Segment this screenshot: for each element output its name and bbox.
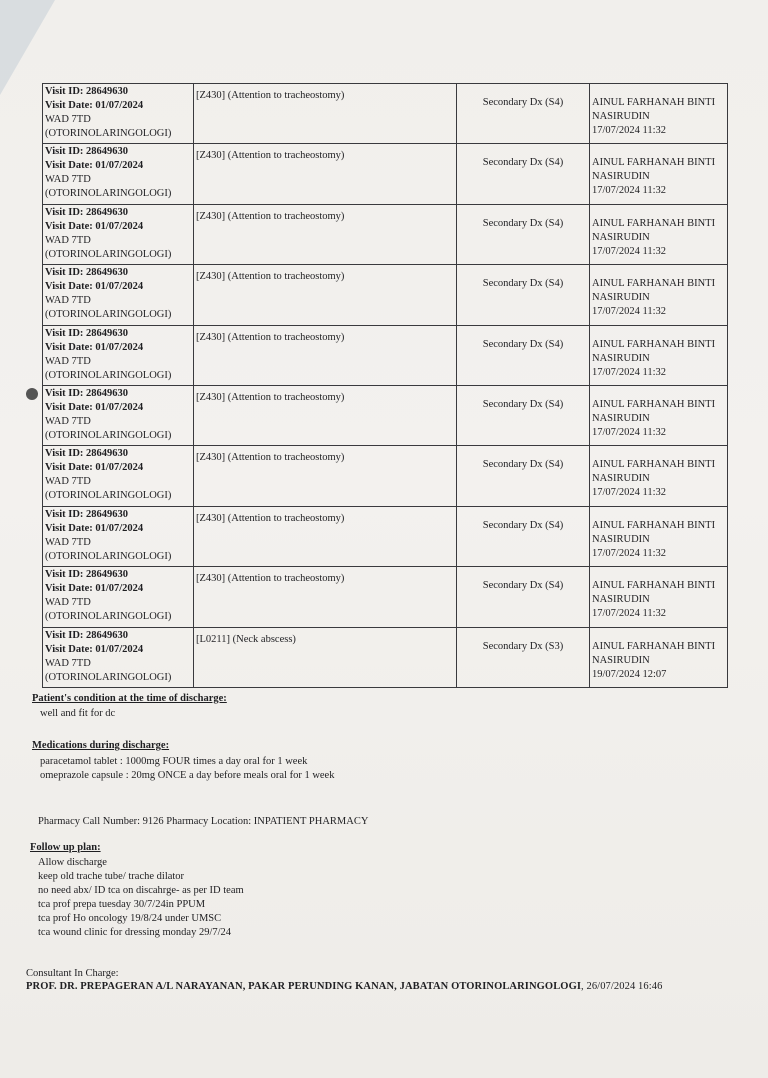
medications-section bbox=[32, 740, 334, 783]
diagnosis-type: Secondary Dx (S4) bbox=[482, 519, 564, 531]
department: (OTORINOLARINGOLOGI) bbox=[45, 248, 172, 260]
condition-text: well and fit for dc bbox=[40, 708, 116, 719]
recorded-at: 17/07/2024 11:32 bbox=[592, 608, 666, 620]
diagnosis-type: Secondary Dx (S4) bbox=[482, 97, 564, 108]
visit-id: Visit ID: 28649630 bbox=[45, 146, 129, 158]
diagnosis-row bbox=[43, 385, 728, 445]
recorded-at: 17/07/2024 11:32 bbox=[592, 547, 666, 559]
diagnosis-code: [Z430] (Attention to tracheostomy) bbox=[196, 512, 345, 524]
consultant-label: Consultant In Charge: bbox=[26, 968, 119, 979]
recorded-by-surname: NASIRUDIN bbox=[592, 594, 650, 606]
visit-id: Visit ID: 28649630 bbox=[45, 448, 129, 460]
visit-id: Visit ID: 28649630 bbox=[45, 569, 129, 581]
recorded-by: AINUL FARHANAH BINTI bbox=[592, 157, 716, 169]
visit-cell bbox=[43, 84, 194, 144]
ward: WAD 7TD bbox=[45, 536, 91, 548]
follow-up-item: tca prof prepa tuesday 30/7/24in PPUM bbox=[38, 899, 206, 910]
follow-up-item: no need abx/ ID tca on discahrge- as per ID team bbox=[38, 885, 244, 896]
recorded-by-cell bbox=[590, 265, 728, 325]
visit-cell bbox=[43, 385, 194, 445]
recorded-by-surname: NASIRUDIN bbox=[592, 231, 650, 243]
ward: WAD 7TD bbox=[45, 114, 91, 125]
visit-id: Visit ID: 28649630 bbox=[45, 387, 129, 399]
recorded-by: AINUL FARHANAH BINTI bbox=[592, 217, 716, 229]
diagnosis-type: Secondary Dx (S4) bbox=[482, 459, 564, 471]
diagnosis-code: [Z430] (Attention to tracheostomy) bbox=[196, 150, 345, 162]
diagnosis-code: [Z430] (Attention to tracheostomy) bbox=[196, 210, 345, 222]
consultant-name-line bbox=[26, 981, 662, 992]
diagnosis-code: [Z430] (Attention to tracheostomy) bbox=[196, 90, 345, 101]
recorded-by-surname: NASIRUDIN bbox=[592, 111, 650, 122]
diagnosis-cell bbox=[194, 325, 457, 385]
recorded-at: 17/07/2024 11:32 bbox=[592, 487, 666, 499]
recorded-at: 17/07/2024 11:32 bbox=[592, 125, 666, 136]
recorded-by-cell bbox=[590, 385, 728, 445]
visit-id: Visit ID: 28649630 bbox=[45, 629, 129, 641]
diagnosis-type-cell bbox=[457, 567, 590, 627]
pharmacy-info: Pharmacy Call Number: 9126 Pharmacy Location: INPATIENT PHARMACY bbox=[38, 816, 369, 827]
visit-date: Visit Date: 01/07/2024 bbox=[45, 100, 144, 111]
diagnosis-cell bbox=[194, 506, 457, 566]
diagnosis-type: Secondary Dx (S3) bbox=[482, 640, 564, 652]
recorded-by-cell bbox=[590, 506, 728, 566]
diagnosis-type-cell bbox=[457, 385, 590, 445]
recorded-by: AINUL FARHANAH BINTI bbox=[592, 459, 716, 471]
diagnosis-row bbox=[43, 144, 728, 204]
visit-cell bbox=[43, 204, 194, 264]
follow-up-item: tca wound clinic for dressing monday 29/7/24 bbox=[38, 927, 232, 938]
visit-date: Visit Date: 01/07/2024 bbox=[45, 643, 144, 655]
medication-item: paracetamol tablet : 1000mg FOUR times a day oral for 1 week bbox=[40, 756, 308, 767]
diagnosis-row bbox=[43, 627, 728, 687]
ward: WAD 7TD bbox=[45, 234, 91, 246]
recorded-by: AINUL FARHANAH BINTI bbox=[592, 519, 716, 531]
visit-id: Visit ID: 28649630 bbox=[45, 206, 129, 218]
recorded-by-cell bbox=[590, 567, 728, 627]
visit-cell bbox=[43, 627, 194, 687]
recorded-by-cell bbox=[590, 325, 728, 385]
diagnosis-cell bbox=[194, 84, 457, 144]
recorded-by-cell bbox=[590, 144, 728, 204]
diagnosis-row bbox=[43, 204, 728, 264]
department: (OTORINOLARINGOLOGI) bbox=[45, 188, 172, 200]
visit-cell bbox=[43, 325, 194, 385]
ward: WAD 7TD bbox=[45, 295, 91, 307]
consultant-name: PROF. DR. PREPAGERAN A/L NARAYANAN, PAKAR PERUNDING KANAN, JABATAN OTORINOLARINGOLOGI bbox=[26, 981, 582, 992]
recorded-at: 17/07/2024 11:32 bbox=[592, 366, 666, 378]
diagnosis-cell bbox=[194, 446, 457, 506]
medications-heading: Medications during discharge: bbox=[32, 740, 170, 751]
punch-hole-mark bbox=[26, 388, 38, 400]
follow-up-item: Allow discharge bbox=[38, 857, 107, 868]
visit-date: Visit Date: 01/07/2024 bbox=[45, 522, 144, 534]
department: (OTORINOLARINGOLOGI) bbox=[45, 490, 172, 502]
visit-date: Visit Date: 01/07/2024 bbox=[45, 583, 144, 595]
diagnosis-table bbox=[42, 83, 728, 688]
recorded-at: 17/07/2024 11:32 bbox=[592, 245, 666, 257]
diagnosis-code: [Z430] (Attention to tracheostomy) bbox=[196, 452, 345, 464]
recorded-by: AINUL FARHANAH BINTI bbox=[592, 580, 716, 592]
consultant-section bbox=[26, 968, 662, 992]
follow-up-section bbox=[30, 842, 244, 940]
diagnosis-cell bbox=[194, 204, 457, 264]
ward: WAD 7TD bbox=[45, 597, 91, 609]
visit-date: Visit Date: 01/07/2024 bbox=[45, 341, 144, 353]
diagnosis-row bbox=[43, 506, 728, 566]
recorded-by: AINUL FARHANAH BINTI bbox=[592, 338, 716, 350]
diagnosis-type-cell bbox=[457, 446, 590, 506]
ward: WAD 7TD bbox=[45, 657, 91, 669]
medication-item: omeprazole capsule : 20mg ONCE a day before meals oral for 1 week bbox=[40, 770, 335, 781]
follow-up-item: tca prof Ho oncology 19/8/24 under UMSC bbox=[38, 913, 222, 924]
recorded-by-surname: NASIRUDIN bbox=[592, 412, 650, 424]
recorded-by-surname: NASIRUDIN bbox=[592, 473, 650, 485]
department: (OTORINOLARINGOLOGI) bbox=[45, 550, 172, 562]
recorded-by: AINUL FARHANAH BINTI bbox=[592, 278, 716, 290]
recorded-at: 17/07/2024 11:32 bbox=[592, 306, 666, 318]
consultant-signed-at: , 26/07/2024 16:46 bbox=[581, 981, 663, 992]
visit-cell bbox=[43, 265, 194, 325]
ward: WAD 7TD bbox=[45, 174, 91, 186]
diagnosis-type: Secondary Dx (S4) bbox=[482, 157, 564, 169]
visit-date: Visit Date: 01/07/2024 bbox=[45, 220, 144, 232]
department: (OTORINOLARINGOLOGI) bbox=[45, 128, 172, 139]
diagnosis-type-cell bbox=[457, 144, 590, 204]
condition-heading: Patient's condition at the time of discharge: bbox=[32, 693, 227, 704]
diagnosis-code: [Z430] (Attention to tracheostomy) bbox=[196, 271, 345, 283]
diagnosis-type: Secondary Dx (S4) bbox=[482, 580, 564, 592]
ward: WAD 7TD bbox=[45, 476, 91, 488]
diagnosis-type-cell bbox=[457, 325, 590, 385]
diagnosis-row bbox=[43, 567, 728, 627]
diagnosis-cell bbox=[194, 385, 457, 445]
diagnosis-type-cell bbox=[457, 84, 590, 144]
visit-id: Visit ID: 28649630 bbox=[45, 327, 129, 339]
follow-up-heading: Follow up plan: bbox=[30, 842, 101, 853]
diagnosis-row bbox=[43, 325, 728, 385]
diagnosis-type-cell bbox=[457, 204, 590, 264]
diagnosis-cell bbox=[194, 265, 457, 325]
recorded-by: AINUL FARHANAH BINTI bbox=[592, 97, 716, 108]
recorded-by-surname: NASIRUDIN bbox=[592, 533, 650, 545]
visit-cell bbox=[43, 446, 194, 506]
diagnosis-row bbox=[43, 84, 728, 144]
ward: WAD 7TD bbox=[45, 415, 91, 427]
recorded-by: AINUL FARHANAH BINTI bbox=[592, 640, 716, 652]
diagnosis-row bbox=[43, 265, 728, 325]
recorded-at: 17/07/2024 11:32 bbox=[592, 185, 666, 197]
recorded-by-cell bbox=[590, 204, 728, 264]
recorded-by-surname: NASIRUDIN bbox=[592, 352, 650, 364]
diagnosis-cell bbox=[194, 144, 457, 204]
department: (OTORINOLARINGOLOGI) bbox=[45, 369, 172, 381]
visit-cell bbox=[43, 144, 194, 204]
visit-date: Visit Date: 01/07/2024 bbox=[45, 462, 144, 474]
diagnosis-type-cell bbox=[457, 506, 590, 566]
visit-date: Visit Date: 01/07/2024 bbox=[45, 160, 144, 172]
visit-cell bbox=[43, 567, 194, 627]
diagnosis-code: [L0211] (Neck abscess) bbox=[196, 633, 296, 645]
recorded-by-surname: NASIRUDIN bbox=[592, 654, 650, 666]
visit-cell bbox=[43, 506, 194, 566]
visit-date: Visit Date: 01/07/2024 bbox=[45, 281, 144, 293]
recorded-by-cell bbox=[590, 627, 728, 687]
condition-section bbox=[32, 693, 227, 721]
diagnosis-code: [Z430] (Attention to tracheostomy) bbox=[196, 331, 345, 343]
diagnosis-cell bbox=[194, 627, 457, 687]
recorded-by-surname: NASIRUDIN bbox=[592, 292, 650, 304]
follow-up-item: keep old trache tube/ trache dilator bbox=[38, 871, 185, 882]
ward: WAD 7TD bbox=[45, 355, 91, 367]
recorded-by: AINUL FARHANAH BINTI bbox=[592, 398, 716, 410]
diagnosis-type: Secondary Dx (S4) bbox=[482, 398, 564, 410]
visit-date: Visit Date: 01/07/2024 bbox=[45, 401, 144, 413]
visit-id: Visit ID: 28649630 bbox=[45, 86, 129, 97]
diagnosis-type-cell bbox=[457, 627, 590, 687]
diagnosis-type: Secondary Dx (S4) bbox=[482, 278, 564, 290]
diagnosis-code: [Z430] (Attention to tracheostomy) bbox=[196, 573, 345, 585]
diagnosis-type: Secondary Dx (S4) bbox=[482, 338, 564, 350]
department: (OTORINOLARINGOLOGI) bbox=[45, 309, 172, 321]
page-corner bbox=[0, 0, 55, 95]
recorded-by-surname: NASIRUDIN bbox=[592, 171, 650, 183]
diagnosis-table-body bbox=[43, 84, 728, 688]
department: (OTORINOLARINGOLOGI) bbox=[45, 429, 172, 441]
visit-id: Visit ID: 28649630 bbox=[45, 267, 129, 279]
diagnosis-cell bbox=[194, 567, 457, 627]
department: (OTORINOLARINGOLOGI) bbox=[45, 671, 172, 683]
recorded-at: 17/07/2024 11:32 bbox=[592, 426, 666, 438]
diagnosis-row bbox=[43, 446, 728, 506]
diagnosis-code: [Z430] (Attention to tracheostomy) bbox=[196, 391, 345, 403]
visit-id: Visit ID: 28649630 bbox=[45, 508, 129, 520]
diagnosis-type: Secondary Dx (S4) bbox=[482, 217, 564, 229]
recorded-by-cell bbox=[590, 446, 728, 506]
diagnosis-type-cell bbox=[457, 265, 590, 325]
recorded-at: 19/07/2024 12:07 bbox=[592, 668, 667, 680]
department: (OTORINOLARINGOLOGI) bbox=[45, 611, 172, 623]
recorded-by-cell bbox=[590, 84, 728, 144]
